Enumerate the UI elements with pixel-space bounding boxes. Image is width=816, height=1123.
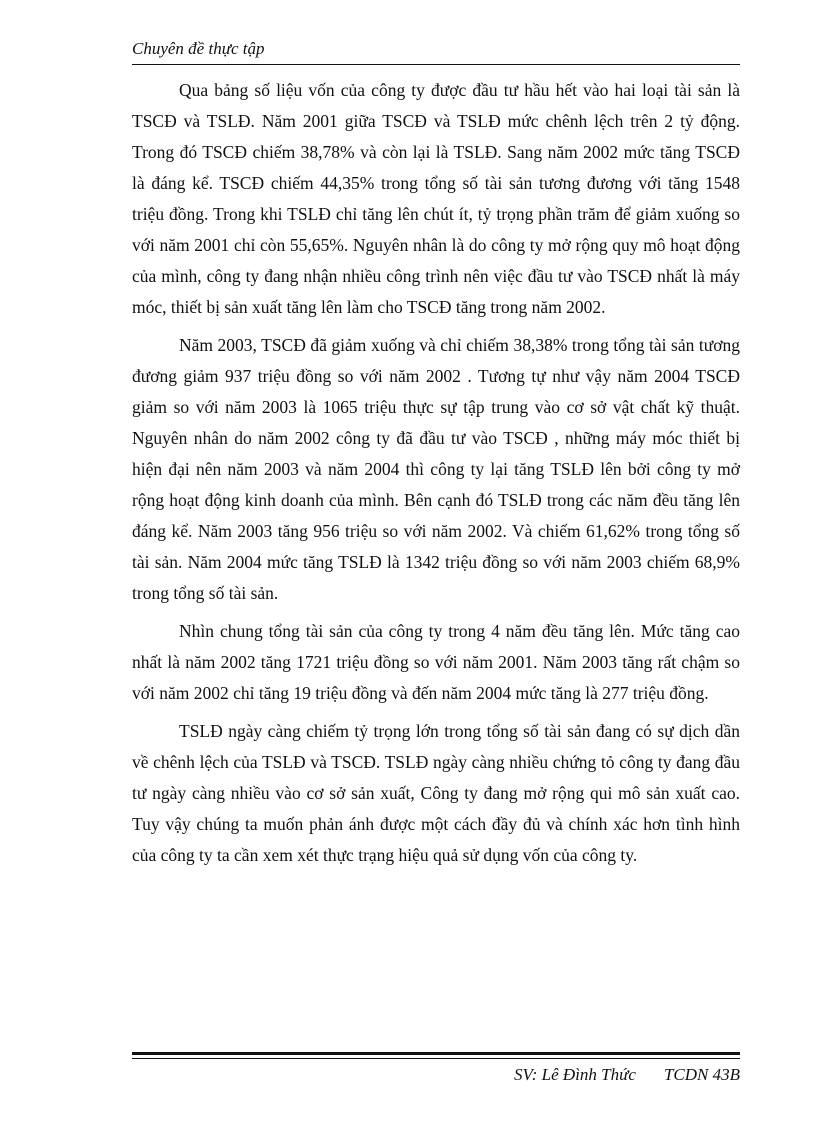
header-rule [132,64,740,65]
paragraph-2: Năm 2003, TSCĐ đã giảm xuống và chỉ chiếm 38,38% trong tổng tài sản tương đương giảm 937 triệu đồng so với năm 2002 . Tương tự như vậy năm 2004 TSCĐ giảm so với năm 2003 là 1065 triệu thực sự tập trung vào cơ sở vật chất kỹ thuật. Nguyên nhân do năm 2002 công ty đã đầu tư vào TSCĐ , những máy móc thiết bị hiện đại nên năm 2003 và năm 2004 thì công ty lại tăng TSLĐ lên bởi công ty mở rộng hoạt động kinh doanh của mình. Bên cạnh đó TSLĐ trong các năm đều tăng lên đáng kể. Năm 2003 tăng 956 triệu so với năm 2002. Và chiếm 61,62% trong tổng số tài sản. Năm 2004 mức tăng TSLĐ là 1342 triệu đồng so với năm 2003 chiếm 68,9% trong tổng số tài sản. [132,335,740,603]
header-title: Chuyên đề thực tập [132,39,265,58]
paragraph-4: TSLĐ ngày càng chiếm tỷ trọng lớn trong tổng số tài sản đang có sự dịch dần về chênh lệch của TSLĐ và TSCĐ. TSLĐ ngày càng nhiều chứng tỏ công ty đang đầu tư ngày càng nhiều vào cơ sở sản xuất, Công ty đang mở rộng qui mô sản xuất cao. Tuy vậy chúng ta muốn phản ánh được một cách đầy đủ và chính xác hơn tình hình của công ty ta cần xem xét thực trạng hiệu quả sử dụng vốn của công ty. [132,721,740,865]
paragraph-1: Qua bảng số liệu vốn của công ty được đầu tư hầu hết vào hai loại tài sản là TSCĐ và TSLĐ. Năm 2001 giữa TSCĐ và TSLĐ mức chênh lệch trên 2 tỷ động. Trong đó TSCĐ chiếm 38,78% và còn lại là TSLĐ. Sang năm 2002 mức tăng TSCĐ là đáng kể. TSCĐ chiếm 44,35% trong tổng số tài sản tương đương với tăng 1548 triệu đồng. Trong khi TSLĐ chỉ tăng lên chút ít, tỷ trọng phần trăm để giảm xuống so với năm 2001 chỉ còn 55,65%. Nguyên nhân là do công ty mở rộng quy mô hoạt động của mình, công ty đang nhận nhiều công trình nên việc đầu tư vào TSCĐ nhất là máy móc, thiết bị sản xuất tăng lên làm cho TSCĐ tăng trong năm 2002. [132,80,740,317]
footer-class-code: TCDN 43B [663,1065,740,1084]
footer-rule-thin [132,1058,740,1059]
page-header [132,38,740,63]
footer-rule-thick [132,1052,740,1055]
footer-student: SV: Lê Đình Thức [513,1065,636,1084]
page-body [132,75,740,878]
page-footer [132,1064,740,1086]
paragraph-3: Nhìn chung tổng tài sản của công ty trong 4 năm đều tăng lên. Mức tăng cao nhất là năm 2002 tăng 1721 triệu đồng so với năm 2001. Năm 2003 tăng rất chậm so với năm 2002 chỉ tăng 19 triệu đồng và đến năm 2004 mức tăng là 277 triệu đồng. [132,621,740,703]
